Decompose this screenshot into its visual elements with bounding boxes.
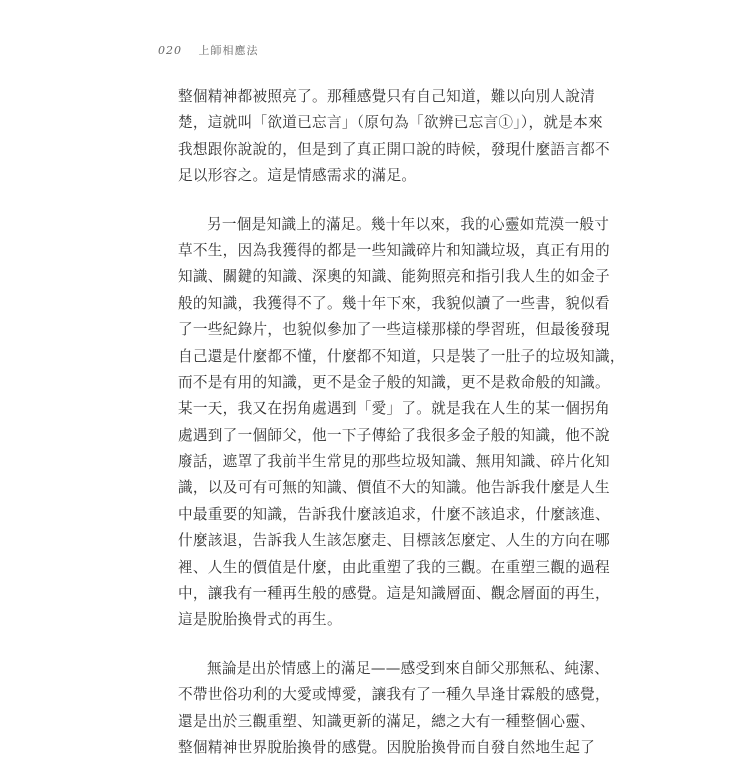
text-line: 整個精神世界脫胎換骨的感覺。因脫胎換骨而自發自然地生起了	[178, 738, 596, 756]
text-line: 識，以及可有可無的知識、價值不大的知識。他告訴我什麼是人生	[178, 479, 610, 497]
text-line-part: 楚，這就叫「欲道已忘言」（原句為「欲辨已忘言①」），就是本來	[178, 114, 603, 132]
book-title: 上師相應法	[198, 44, 259, 57]
text-line: 足以形容之。這是情感需求的滿足。	[178, 167, 417, 185]
text-line: 自己還是什麼都不懂，什麼都不知道，只是裝了一肚子的垃圾知識，	[178, 347, 625, 365]
text-line: 不帶世俗功利的大愛或博愛，讓我有了一種久旱逢甘霖般的感覺，	[178, 686, 610, 704]
text-line: 整個精神都被照亮了。那種感覺只有自己知道，難以向別人說清	[178, 88, 596, 105]
text-line: 而不是有用的知識，更不是金子般的知識，更不是救命般的知識。	[178, 373, 610, 391]
text-line: 中最重要的知識，告訴我什麼該追求，什麼不該追求，什麼該進、	[178, 505, 610, 523]
text-line: 裡、人生的價值是什麼，由此重塑了我的三觀。在重塑三觀的過程	[178, 558, 610, 576]
paragraph-2	[178, 212, 625, 634]
text-line: 我想跟你說說的，但是到了真正開口說的時候，發現什麼語言都不	[178, 140, 610, 158]
running-head	[158, 42, 259, 58]
text-line: 中，讓我有一種再生般的感覺。這是知識層面、觀念層面的再生，	[178, 585, 610, 603]
text-line: 什麼該退，告訴我人生該怎麼走、目標該怎麼定、人生的方向在哪	[178, 532, 610, 550]
paragraph-1	[178, 84, 610, 190]
text-line: 般的知識，我獲得不了。幾十年下來，我貌似讀了一些書，貌似看	[178, 294, 610, 312]
text-line: 無論是出於情感上的滿足——感受到來自師父那無私、純潔、	[207, 659, 610, 677]
text-line: 另一個是知識上的滿足。幾十年以來，我的心靈如荒漠一般寸	[207, 215, 610, 233]
text-line: 了一些紀錄片，也貌似參加了一些這樣那樣的學習班，但最後發現	[178, 321, 610, 339]
text-line: 某一天，我又在拐角處遇到「愛」了。就是我在人生的某一個拐角	[178, 400, 610, 418]
text-line: 廢話，遮罩了我前半生常見的那些垃圾知識、無用知識、碎片化知	[178, 453, 610, 471]
page-number: 020	[158, 44, 182, 57]
text-line: 還是出於三觀重塑、知識更新的滿足，總之大有一種整個心靈、	[178, 712, 596, 730]
text-line: 這是脫胎換骨式的再生。	[178, 611, 342, 629]
text-line: 知識、關鍵的知識、深奧的知識、能夠照亮和指引我人生的如金子	[178, 268, 610, 286]
text-line-with-footnote	[178, 110, 603, 136]
paragraph-3	[178, 656, 610, 762]
text-line: 草不生，因為我獲得的都是一些知識碎片和知識垃圾，真正有用的	[178, 241, 610, 259]
body-text	[178, 84, 625, 783]
text-line: 處遇到了一個師父，他一下子傳給了我很多金子般的知識，他不說	[178, 426, 610, 444]
